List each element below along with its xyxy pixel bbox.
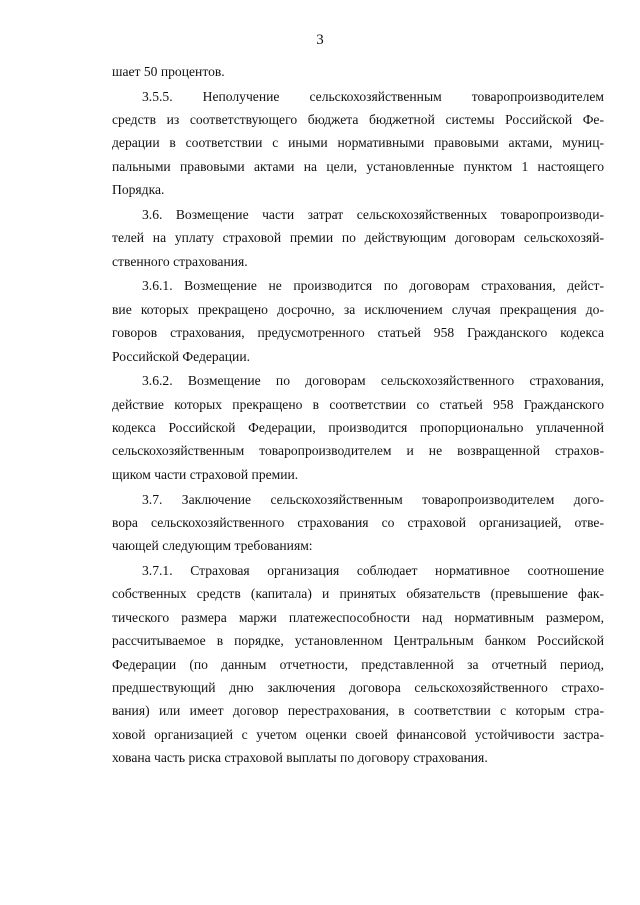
text-line: вания) или имеет договор перестрахования, в соответствии с которым стра- [112,703,604,719]
paragraph-3-7-1 [112,559,604,770]
text-line: вора сельскохозяйственного страхования со страховой организацией, отве- [112,514,604,530]
text-line: рассчитываемое в порядке, установленном Центральным банком Российской [112,633,604,649]
text-line: тического размера маржи платежеспособности над нормативным размером, [112,609,604,625]
text-line: ственного страхования. [112,253,248,269]
document-body [112,60,604,771]
text-line: 3.6.2. Возмещение по договорам сельскохозяйственного страхования, [142,373,604,389]
text-line: предшествующий дню заключения договора сельскохозяйственного страхо- [112,679,604,695]
text-line: собственных средств (капитала) и принятых обязательств (превышение фак- [112,586,604,602]
text-line: 3.6. Возмещение части затрат сельскохозяйственных товаропроизводи- [142,206,604,222]
paragraph-3-5-5 [112,85,604,202]
paragraph-3-6-2 [112,369,604,486]
text-line: щиком части страховой премии. [112,466,299,482]
text-line: действие которых прекращено в соответствии со статьей 958 Гражданского [112,396,604,412]
text-line: телей на уплату страховой премии по действующим договорам сельскохозяй- [112,230,604,246]
text-line: средств из соответствующего бюджета бюджетной системы Российской Фе- [112,112,604,128]
text-line: шает 50 процентов. [112,64,225,79]
text-line: 3.5.5. Неполучение сельскохозяйственным товаропроизводителем [142,88,604,104]
text-line: Российской Федерации. [112,348,250,364]
paragraph-continuation [112,60,604,83]
text-line: 3.7. Заключение сельскохозяйственным товаропроизводителем дого- [142,491,604,507]
page-number: 3 [316,32,324,48]
text-line: 3.6.1. Возмещение не производится по договорам страхования, дейст- [142,278,604,294]
text-line: чающей следующим требованиям: [112,538,313,554]
text-line: пальными правовыми актами на цели, установленные пунктом 1 настоящего [112,158,604,174]
text-line: вие которых прекращено досрочно, за исключением случая прекращения до- [112,301,604,317]
text-line: дерации в соответствии с иными нормативными правовыми актами, муниц- [112,135,604,151]
text-line: сельскохозяйственным товаропроизводителем и не возвращенной страхов- [112,443,604,459]
text-line: 3.7.1. Страховая организация соблюдает нормативное соотношение [142,562,604,578]
text-line: хована часть риска страховой выплаты по договору страхования. [112,750,488,766]
paragraph-3-6 [112,203,604,273]
text-line: Порядка. [112,182,165,198]
paragraph-3-6-1 [112,274,604,368]
text-line: ховой организацией с учетом оценки своей финансовой устойчивости застра- [112,726,604,742]
paragraph-3-7 [112,488,604,558]
text-line: Федерации (по данным отчетности, представленной за отчетный период, [112,656,604,672]
text-line: говоров страхования, предусмотренного статьей 958 Гражданского кодекса [112,325,604,341]
text-line: кодекса Российской Федерации, производится пропорционально уплаченной [112,420,604,436]
